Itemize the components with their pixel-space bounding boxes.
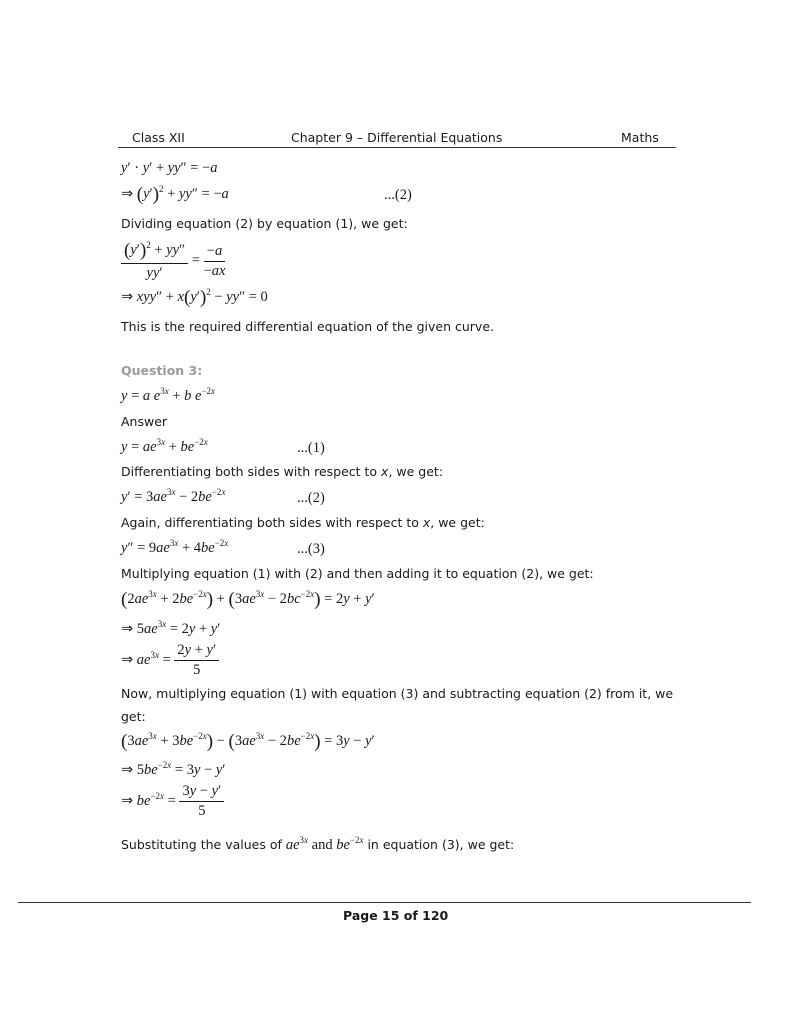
equation-5be: ⇒ $5be^{-2x} = 3y - y'$	[121, 760, 226, 778]
answer-label: Answer	[121, 414, 168, 429]
equation-ratio: $\frac{(y')^2 + yy''}{yy'}$ = $\frac{-a}{-ax}$	[121, 240, 225, 282]
equation-3-tag: ...(3)	[297, 541, 325, 557]
equation-1-tag: ...(1)	[297, 440, 325, 456]
multiplying-text: Multiplying equation (1) with (2) and then adding it to equation (2), we get:	[121, 566, 594, 581]
header-rule	[118, 147, 676, 148]
equation-2-derived: ⇒ $(y')^2 + yy'' = -a$	[121, 184, 229, 205]
equation-3: $y'' = 9ae^{3x} + 4be^{-2x}$	[121, 538, 229, 556]
equation-product-rule: y′ · y′ + yy″ = −a	[121, 160, 218, 176]
now-multiplying-text-line1: Now, multiplying equation (1) with equation (3) and subtracting equation (2) from it, we	[121, 686, 674, 701]
substituting-text-a: Substituting the values of	[121, 836, 286, 852]
question-heading: Question 3:	[121, 363, 203, 378]
equation-1: $y = ae^{3x} + be^{-2x}$	[121, 437, 208, 455]
equation-final-de: ⇒ $xyy'' + x(y')^2 - yy'' = 0$	[121, 287, 268, 308]
header-chapter-title: Chapter 9 – Differential Equations	[291, 130, 503, 145]
page-number: Page 15 of 120	[343, 908, 449, 923]
again-text-var: x	[422, 515, 431, 530]
differentiating-text-b: , we get:	[388, 464, 444, 479]
header-subject-label: Maths	[621, 130, 659, 145]
equation-sum: $(2ae^{3x} + 2be^{-2x}) + (3ae^{3x} - 2bc^{-2x}) = 2y + y'$	[121, 589, 375, 610]
equation-5ae: ⇒ $5ae^{3x} = 2y + y'$	[121, 619, 221, 637]
equation-2-tag-top: ...(2)	[384, 187, 412, 203]
differentiating-text-a: Differentiating both sides with respect to	[121, 464, 382, 479]
equation-ae-value: ⇒ $ae^{3x}$ = $\frac{2y + y'}{5}$	[121, 642, 219, 679]
substituting-text	[121, 835, 514, 854]
equation-be-value: ⇒ $be^{-2x}$ = $\frac{3y - y'}{5}$	[121, 783, 224, 820]
header-class-label: Class XII	[132, 130, 185, 145]
substituting-inline-math: $ae^{3x}$ and $be^{-2x}$	[285, 835, 364, 853]
dividing-text: Dividing equation (2) by equation (1), we get:	[121, 216, 408, 231]
differentiating-text	[121, 464, 443, 479]
question-equation: y = a $e^{3x} + b$ $e^{-2x}$	[121, 386, 216, 404]
again-text-a: Again, differentiating both sides with respect to	[121, 515, 423, 530]
required-text: This is the required differential equation of the given curve.	[121, 319, 494, 334]
equation-2-tag: ...(2)	[297, 490, 325, 506]
equation-difference: $(3ae^{3x} + 3be^{-2x}) - (3ae^{3x} - 2be^{-2x}) = 3y - y'$	[121, 731, 375, 752]
footer-rule	[18, 902, 751, 903]
again-differentiating-text	[121, 515, 485, 530]
equation-2: $y' = 3ae^{3x} - 2be^{-2x}$	[121, 487, 226, 505]
now-multiplying-text-line2: get:	[121, 709, 146, 724]
differentiating-text-var: x	[381, 464, 389, 479]
substituting-text-b: in equation (3), we get:	[363, 836, 515, 852]
again-text-b: , we get:	[430, 515, 485, 530]
